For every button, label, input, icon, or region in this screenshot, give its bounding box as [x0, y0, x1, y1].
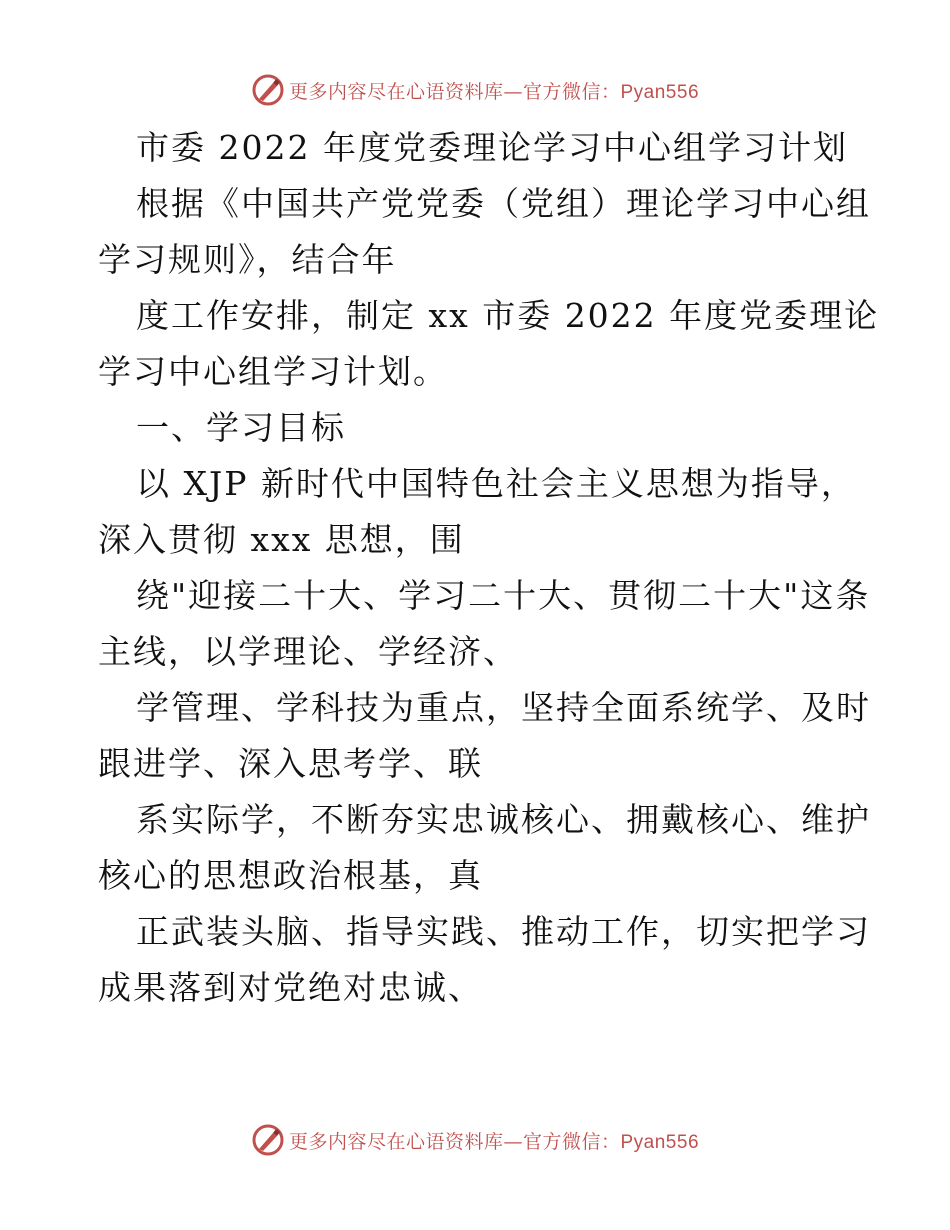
document-line: 核心的思想政治根基，真	[98, 856, 483, 895]
watermark-brand: 更多内容尽在心语资料库—官方微信：	[288, 1130, 621, 1153]
watermark-account: Pyan556	[620, 81, 700, 103]
document-line: 系实际学，不断夯实忠诚核心、拥戴核心、维护	[136, 800, 871, 839]
document-line: 度工作安排，制定 xx 市委 2022 年度党委理论	[136, 296, 880, 335]
document-body	[98, 120, 880, 1016]
watermark-text	[289, 1127, 699, 1154]
document-line: 以 XJP 新时代中国特色社会主义思想为指导，	[136, 464, 856, 503]
document-line: 学习中心组学习计划。	[98, 352, 448, 391]
document-line: 正武装头脑、指导实践、推动工作，切实把学习	[136, 912, 871, 951]
header-watermark	[0, 70, 950, 110]
pen-circle-icon	[251, 73, 285, 107]
pen-circle-icon	[251, 1123, 285, 1157]
watermark-account: Pyan556	[620, 1131, 700, 1153]
document-line: 一、学习目标	[136, 408, 346, 447]
footer-watermark	[0, 1120, 950, 1160]
watermark-text	[289, 77, 699, 104]
document-line: 学习规则》，结合年	[98, 240, 397, 279]
document-line: 市委 2022 年度党委理论学习中心组学习计划	[136, 128, 848, 167]
document-line: 深入贯彻 xxx 思想，围	[98, 520, 465, 559]
document-line: 成果落到对党绝对忠诚、	[98, 968, 483, 1007]
document-line: 主线，以学理论、学经济、	[98, 632, 518, 671]
document-line: 根据《中国共产党党委（党组）理论学习中心组	[136, 184, 871, 223]
document-line: 绕"迎接二十大、学习二十大、贯彻二十大"这条	[136, 576, 871, 615]
document-line: 学管理、学科技为重点，坚持全面系统学、及时	[136, 688, 871, 727]
document-line: 跟进学、深入思考学、联	[98, 744, 483, 783]
watermark-brand: 更多内容尽在心语资料库—官方微信：	[288, 80, 621, 103]
